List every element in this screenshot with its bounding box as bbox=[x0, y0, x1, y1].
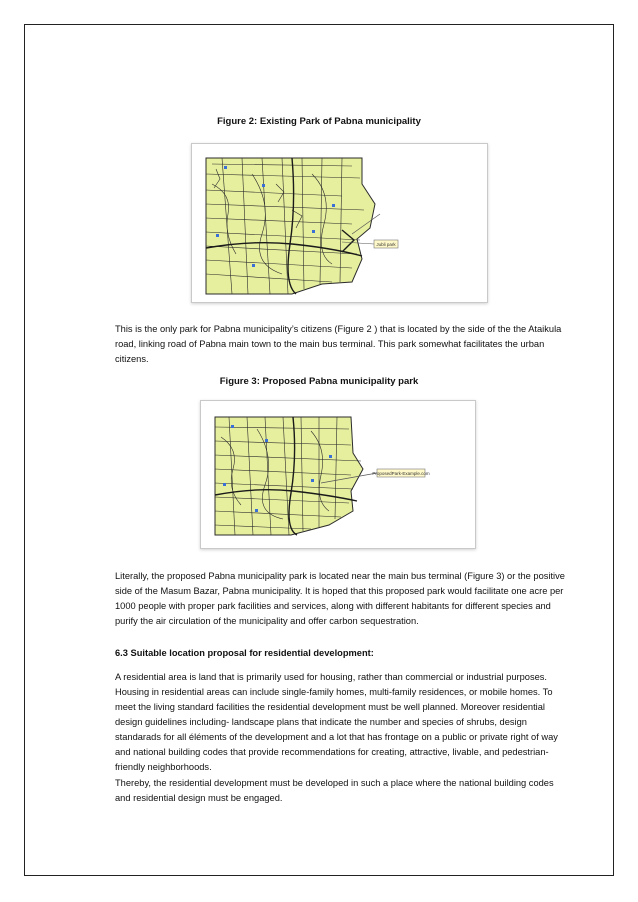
figure-3-map bbox=[200, 400, 476, 549]
paragraph-2: Literally, the proposed Pabna municipality park is located near the main bus terminal (Figure 3) or the positive side of the Masum Bazar, Pabna municipality. It is hoped that this proposed park would facilitate one acre per 1000 people with proper park facilities and services, along with different habitants for different species and purify the air circulation of the municipality and offer carbon sequestration. bbox=[115, 571, 565, 626]
paragraph-1: This is the only park for Pabna municipality’s citizens (Figure 2 ) that is located by the side of the the Ataikula road, linking road of Pabna main town to the main bus terminal. This park somewhat facilitates the urban citizens. bbox=[115, 324, 562, 364]
figure-2-map-graphic bbox=[192, 144, 489, 304]
figure-3-caption: Figure 3: Proposed Pabna municipality park bbox=[219, 376, 419, 387]
section-heading: 6.3 Suitable location proposal for residential development: bbox=[115, 648, 374, 658]
figure-2-caption: Figure 2: Existing Park of Pabna municipality bbox=[217, 116, 421, 127]
figure-3-callout-label: ProposedPark-Example.com bbox=[372, 471, 430, 476]
figure-3-map-graphic bbox=[201, 401, 477, 550]
figure-2-map bbox=[191, 143, 488, 303]
figure-2-callout-label: Jubli park bbox=[376, 242, 396, 247]
paragraph-4: Thereby, the residential development must be developed in such a place where the national building codes and residential design must be engaged. bbox=[115, 778, 554, 803]
paragraph-3: A residential area is land that is primarily used for housing, rather than commercial or industrial purposes. Housing in residential areas can include single-family homes, multi-family residences, or mobile homes. To meet the living standard facilities the residential development must be well planned. Moreover residential design guidelines including- landscape plans that indicate the number and species of shrubs, design standarads for all éléments of the development and a lot that has frontage on a public or private right of way and national building codes that provide recommendations for creating, attractive, livable, and pedestrian-friendly neighborhoods. bbox=[115, 672, 558, 772]
